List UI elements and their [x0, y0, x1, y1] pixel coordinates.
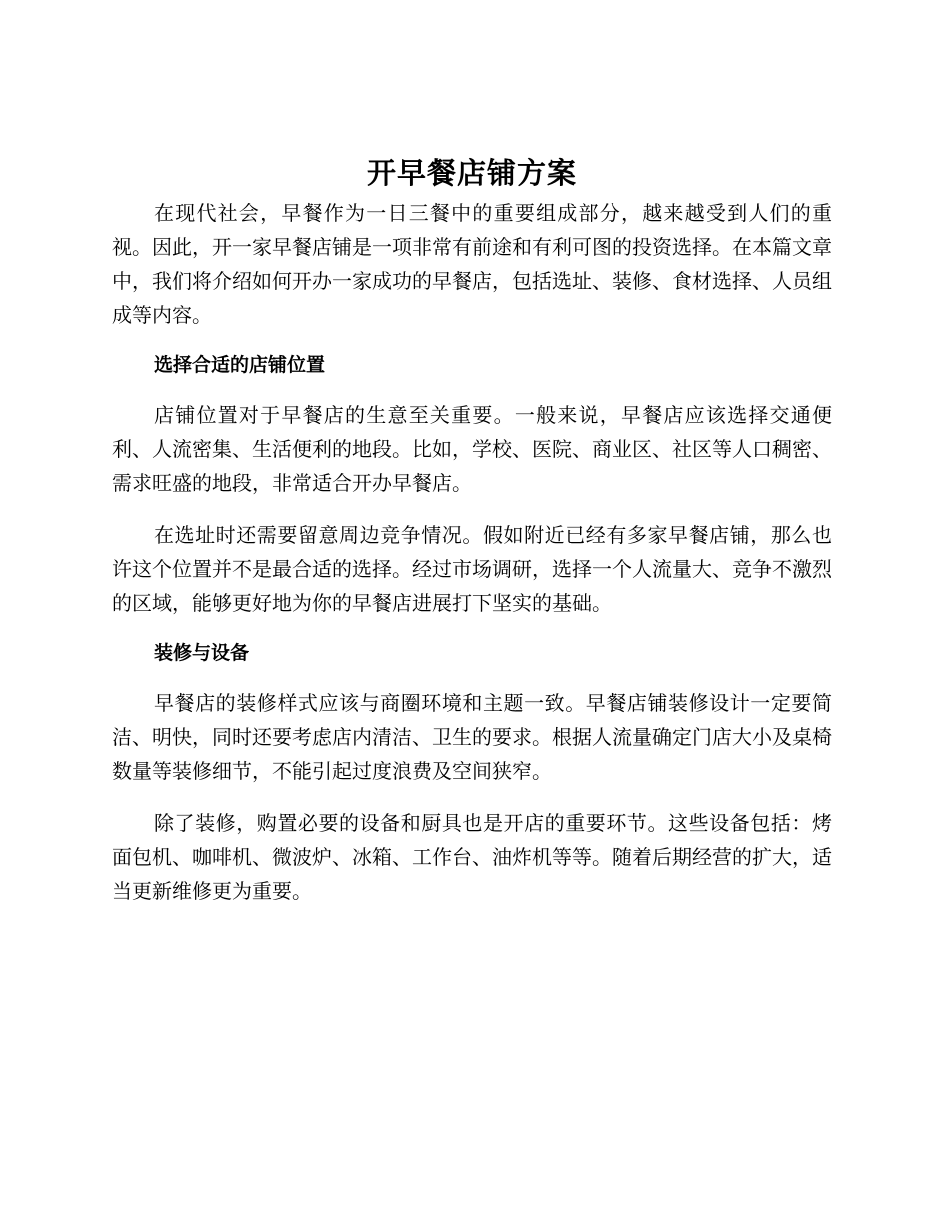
document-body [112, 152, 832, 926]
decoration-paragraph-2: 除了装修，购置必要的设备和厨具也是开店的重要环节。这些设备包括：烤面包机、咖啡机、微波炉、冰箱、工作台、油炸机等等。随着后期经营的扩大，适当更新维修更为重要。 [112, 811, 832, 903]
intro-paragraph: 在现代社会，早餐作为一日三餐中的重要组成部分，越来越受到人们的重视。因此，开一家早餐店铺是一项非常有前途和有利可图的投资选择。在本篇文章中，我们将介绍如何开办一家成功的早餐店，包括选址、装修、食材选择、人员组成等内容。 [112, 201, 832, 327]
location-paragraph-1: 店铺位置对于早餐店的生意至关重要。一般来说，早餐店应该选择交通便利、人流密集、生活便利的地段。比如，学校、医院、商业区、社区等人口稠密、需求旺盛的地段，非常适合开办早餐店。 [112, 403, 832, 495]
document-title: 开早餐店铺方案 [366, 156, 577, 190]
location-paragraph-2: 在选址时还需要留意周边竞争情况。假如附近已经有多家早餐店铺，那么也许这个位置并不是最合适的选择。经过市场调研，选择一个人流量大、竞争不激烈的区域，能够更好地为你的早餐店进展打下坚实的基础。 [112, 523, 832, 615]
section-heading-decoration: 装修与设备 [154, 642, 250, 664]
decoration-paragraph-1: 早餐店的装修样式应该与商圈环境和主题一致。早餐店铺装修设计一定要简洁、明快，同时还要考虑店内清洁、卫生的要求。根据人流量确定门店大小及桌椅数量等装修细节，不能引起过度浪费及空间狭窄。 [112, 691, 832, 783]
section-heading-location: 选择合适的店铺位置 [154, 354, 326, 376]
